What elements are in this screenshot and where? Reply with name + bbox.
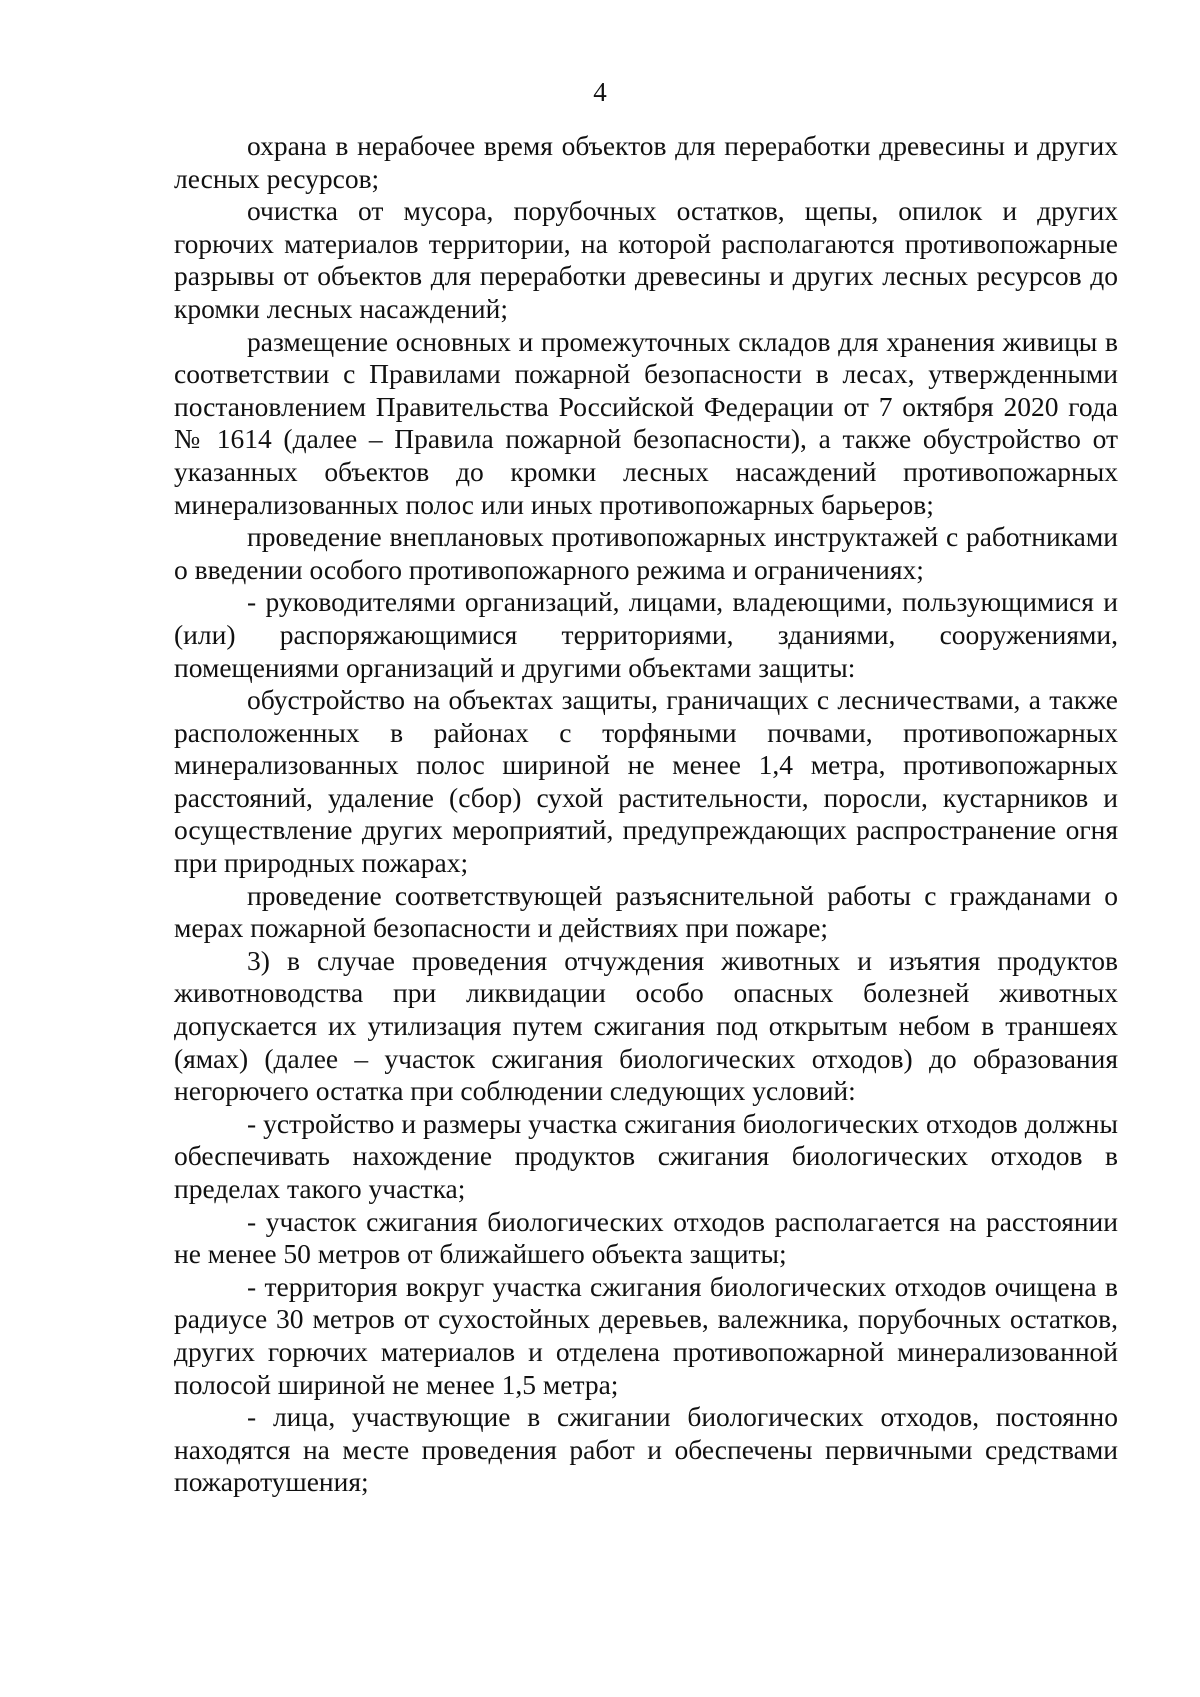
paragraph: - территория вокруг участка сжигания биологических отходов очищена в радиусе 30 метров от сухостойных деревьев, валежника, порубочных остатков, других горючих материалов и отделена противопожарной минерализованной полосой шириной не менее 1,5 метра;: [174, 1270, 1118, 1400]
paragraph: - участок сжигания биологических отходов располагается на расстоянии не менее 50 метров от ближайшего объекта защиты;: [174, 1205, 1118, 1270]
paragraph: - устройство и размеры участка сжигания биологических отходов должны обеспечивать нахождение продуктов сжигания биологических отходов в пределах такого участка;: [174, 1107, 1118, 1204]
paragraph: - лица, участвующие в сжигании биологических отходов, постоянно находятся на месте проведения работ и обеспечены первичными средствами пожаротушения;: [174, 1401, 1118, 1498]
paragraph: - руководителями организаций, лицами, владеющими, пользующимися и (или) распоряжающимися территориями, зданиями, сооружениями, помещениями организаций и другими объектами защиты:: [174, 586, 1118, 683]
page-number: 4: [593, 77, 607, 107]
paragraph: охрана в нерабочее время объектов для переработки древесины и других лесных ресурсов;: [174, 130, 1118, 194]
paragraph: проведение внеплановых противопожарных инструктажей с работниками о введении особого противопожарного режима и ограничениях;: [174, 521, 1118, 585]
paragraph: проведение соответствующей разъяснительной работы с гражданами о мерах пожарной безопасности и действиях при пожаре;: [174, 879, 1118, 944]
document-body: [174, 130, 1118, 1499]
paragraph: 3) в случае проведения отчуждения животных и изъятия продуктов животноводства при ликвидации особо опасных болезней животных допускается их утилизация путем сжигания под открытым небом в траншеях (ямах) (далее – участок сжигания биологических отходов) до образования негорючего остатка при соблюдении следующих условий:: [174, 944, 1118, 1107]
paragraph: размещение основных и промежуточных складов для хранения живицы в соответствии с Правилами пожарной безопасности в лесах, утвержденными постановлением Правительства Российской Федерации от 7 октября 2020 года № 1614 (далее – Правила пожарной безопасности), а также обустройство от указанных объектов до кромки лесных насаждений противопожарных минерализованных полос или иных противопожарных барьеров;: [174, 325, 1118, 520]
paragraph: очистка от мусора, порубочных остатков, щепы, опилок и других горючих материалов территории, на которой располагаются противопожарные разрывы от объектов для переработки древесины и других лесных ресурсов до кромки лесных насаждений;: [174, 195, 1118, 324]
paragraph: обустройство на объектах защиты, граничащих с лесничествами, а также расположенных в районах с торфяными почвами, противопожарных минерализованных полос шириной не менее 1,4 метра, противопожарных расстояний, удаление (сбор) сухой растительности, поросли, кустарников и осуществление других мероприятий, предупреждающих распространение огня при природных пожарах;: [174, 684, 1118, 879]
